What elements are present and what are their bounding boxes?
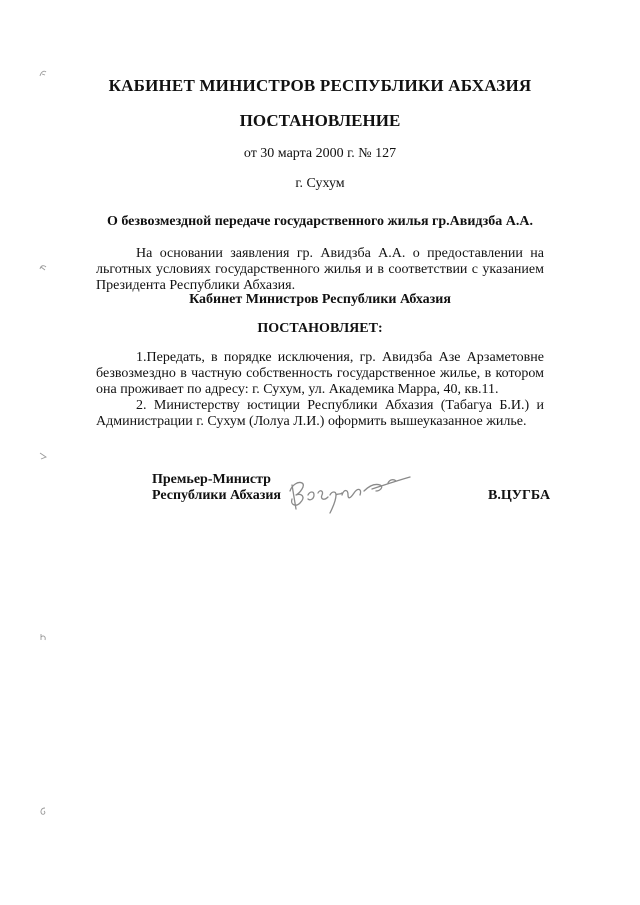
signatory-title-line-2: Республики Абхазия [152, 488, 282, 503]
resolution-item-2: 2. Министерству юстиции Республики Абхазия (Табагуа Б.И.) и Администрации г. Сухум (Лолуа Л.И.) оформить вышеуказанное жилье. [96, 398, 544, 429]
basis-paragraph: На основании заявления гр. Авидзба А.А. о предоставлении на льготных условиях государственного жилья и в соответствии с указанием Президента Республики Абхазия. [96, 246, 544, 293]
city: г. Сухум [295, 176, 345, 191]
scan-mark-icon [38, 632, 48, 642]
organization-heading: КАБИНЕТ МИНИСТРОВ РЕСПУБЛИКИ АБХАЗИЯ [108, 76, 532, 95]
signatory-name: В.ЦУГБА [488, 488, 551, 503]
signatory-title [152, 472, 281, 504]
scan-mark-icon [38, 262, 48, 272]
document-type-heading: ПОСТАНОВЛЕНИЕ [239, 111, 401, 130]
scan-mark-icon [38, 806, 48, 816]
resolution-item-1: 1.Передать, в порядке исключения, гр. Авидзба Азе Арзаметовне безвозмездно в частную собственность государственное жилье, в котором она проживает по адресу: г. Сухум, ул. Академика Марра, 40, кв.11. [96, 350, 544, 397]
scan-mark-icon [38, 451, 48, 461]
scan-mark-icon [38, 68, 48, 78]
date-number: от 30 марта 2000 г. № 127 [243, 146, 397, 161]
resolves-heading: ПОСТАНОВЛЯЕТ: [257, 321, 383, 336]
authority-line: Кабинет Министров Республики Абхазия [189, 292, 451, 307]
handwritten-signature-icon [284, 465, 414, 515]
signatory-title-line-1: Премьер-Министр [152, 472, 271, 487]
subject-heading: О безвозмездной передаче государственного жилья гр.Авидзба А.А. [106, 214, 534, 229]
